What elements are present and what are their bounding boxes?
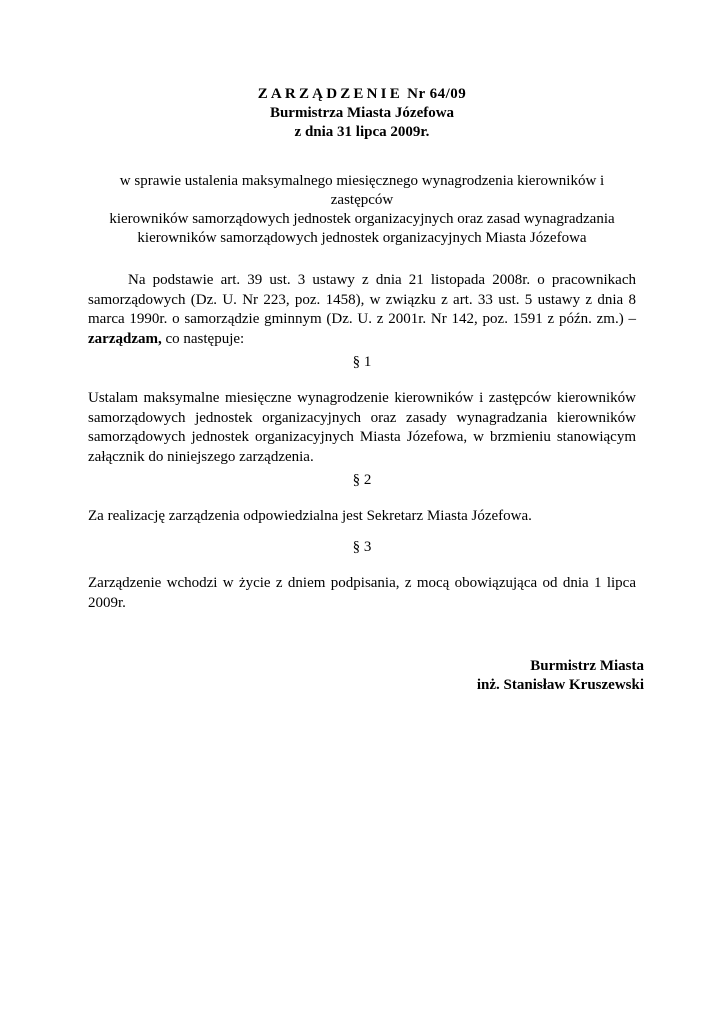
- document-header: [0, 85, 724, 142]
- section-mark-1: § 1: [352, 354, 372, 370]
- issue-date: z dnia 31 lipca 2009r.: [294, 124, 430, 140]
- document-title: [0, 85, 724, 104]
- section-text-1: Ustalam maksymalne miesięczne wynagrodzenie kierowników i zastępców kierowników samorządowych jednostek organizacyjnych oraz zasady wynagradzania kierowników samorządowych jednostek organizacyjnych Miasta Józefowa, w brzmieniu stanowiącym załącznik do niniejszego zarządzenia.: [88, 390, 636, 465]
- subject-line-3: kierowników samorządowych jednostek organizacyjnych Miasta Józefowa: [137, 230, 587, 246]
- section-text-3: Zarządzenie wchodzi w życie z dniem podpisania, z mocą obowiązująca od dnia 1 lipca 2009r.: [88, 575, 636, 611]
- preamble-tail: co następuje:: [161, 330, 245, 347]
- issuer: Burmistrza Miasta Józefowa: [269, 105, 455, 121]
- signature-title: Burmistrz Miasta: [530, 658, 644, 674]
- section-mark-2: § 2: [352, 472, 372, 488]
- section-text-2: Za realizację zarządzenia odpowiedzialna jest Sekretarz Miasta Józefowa.: [88, 508, 532, 524]
- subject-line-2: kierowników samorządowych jednostek organizacyjnych oraz zasad wynagradzania: [109, 211, 615, 227]
- subject: [90, 172, 634, 248]
- section-mark-3: § 3: [352, 539, 372, 555]
- signature-name: inż. Stanisław Kruszewski: [476, 677, 644, 693]
- title-word: ZARZĄDZENIE: [257, 86, 403, 102]
- preamble-bold-word: zarządzam,: [88, 330, 162, 347]
- title-number: Nr 64/09: [407, 86, 467, 102]
- preamble: [88, 271, 636, 349]
- preamble-text: Na podstawie art. 39 ust. 3 ustawy z dnia 21 listopada 2008r. o pracownikach samorządowych (Dz. U. Nr 223, poz. 1458), w związku z art. 33 ust. 5 ustawy z dnia 8 marca 1990r. o samorządzie gminnym (Dz. U. z 2001r. Nr 142, poz. 1591 z późn. zm.) –: [88, 272, 636, 327]
- subject-line-1: w sprawie ustalenia maksymalnego miesięcznego wynagrodzenia kierowników i zastępców: [119, 173, 605, 208]
- signature-block: [477, 657, 644, 695]
